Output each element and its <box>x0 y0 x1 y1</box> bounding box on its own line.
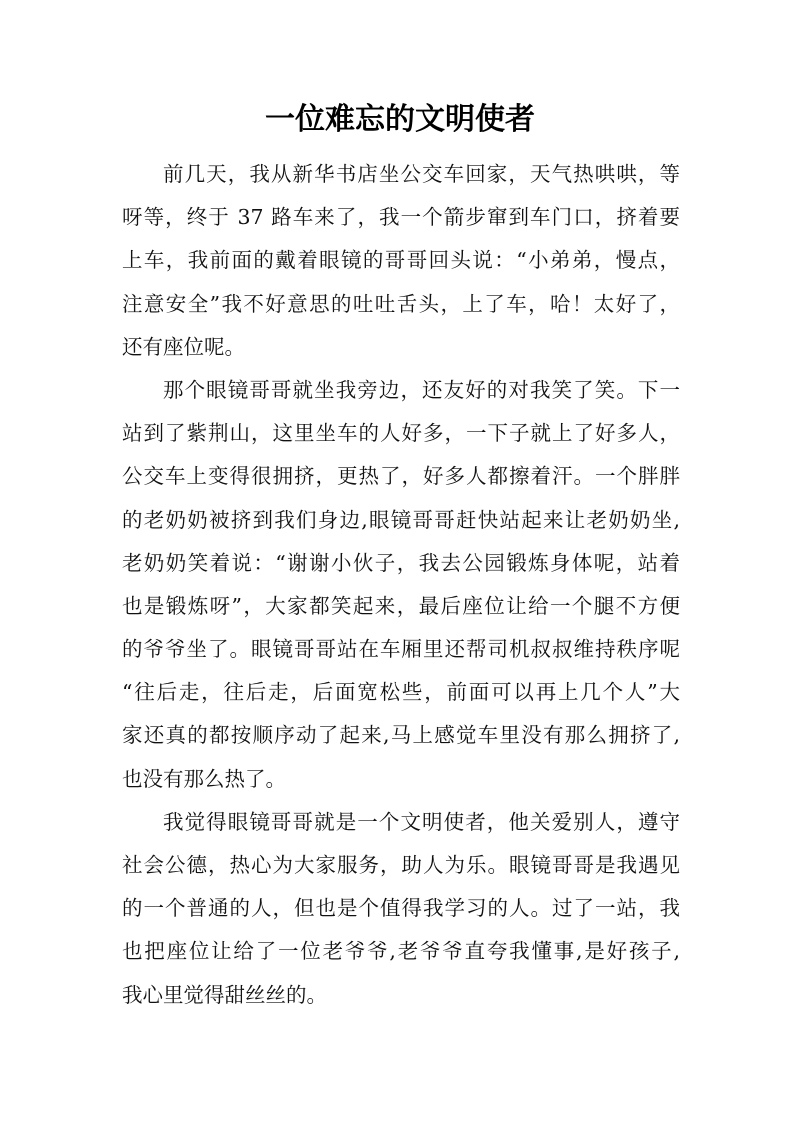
text-line: 的一个普通的人，但也是个值得我学习的人。过了一站，我 <box>122 896 680 921</box>
text-line: 上车，我前面的戴着眼镜的哥哥回头说：“小弟弟，慢点， <box>122 248 680 273</box>
text-line: 还有座位呢。 <box>122 334 245 359</box>
text-line: 的老奶奶被挤到我们身边,眼镜哥哥赶快站起来让老奶奶坐, <box>122 507 680 532</box>
text-line: 注意安全”我不好意思的吐吐舌头，上了车，哈！太好了， <box>122 291 680 316</box>
text-line: 那个眼镜哥哥就坐我旁边，还友好的对我笑了笑。下一 <box>163 377 680 402</box>
text-line: 我心里觉得甜丝丝的。 <box>122 982 327 1007</box>
text-line: 家还真的都按顺序动了起来,马上感觉车里没有那么拥挤了, <box>122 723 680 748</box>
text-line: 的爷爷坐了。眼镜哥哥站在车厢里还帮司机叔叔维持秩序呢 <box>122 637 680 662</box>
paragraph-1 <box>122 153 680 369</box>
paragraph-3 <box>122 801 680 1017</box>
text-line: 呀等，终于 37 路车来了，我一个箭步窜到车门口，挤着要 <box>122 205 680 230</box>
text-line: 也没有那么热了。 <box>122 766 286 791</box>
paragraph-2 <box>122 369 680 801</box>
article-body <box>122 153 680 1017</box>
text-line: 前几天，我从新华书店坐公交车回家，天气热哄哄，等 <box>163 162 680 186</box>
text-line: 公交车上变得很拥挤，更热了，好多人都擦着汗。一个胖胖 <box>122 464 680 489</box>
page-title: 一位难忘的文明使者 <box>265 102 535 137</box>
text-line: 站到了紫荆山，这里坐车的人好多，一下子就上了好多人， <box>122 421 680 446</box>
text-line: 老奶奶笑着说：“谢谢小伙子，我去公园锻炼身体呢，站着 <box>122 550 680 575</box>
text-line: “往后走，往后走，后面宽松些，前面可以再上几个人”大 <box>122 680 680 705</box>
text-line: 也把座位让给了一位老爷爷,老爷爷直夸我懂事,是好孩子, <box>122 939 680 964</box>
text-line: 我觉得眼镜哥哥就是一个文明使者，他关爱别人，遵守 <box>163 809 680 834</box>
text-line: 社会公德，热心为大家服务，助人为乐。眼镜哥哥是我遇见 <box>122 853 680 877</box>
text-line: 也是锻炼呀”，大家都笑起来，最后座位让给一个腿不方便 <box>122 593 680 618</box>
